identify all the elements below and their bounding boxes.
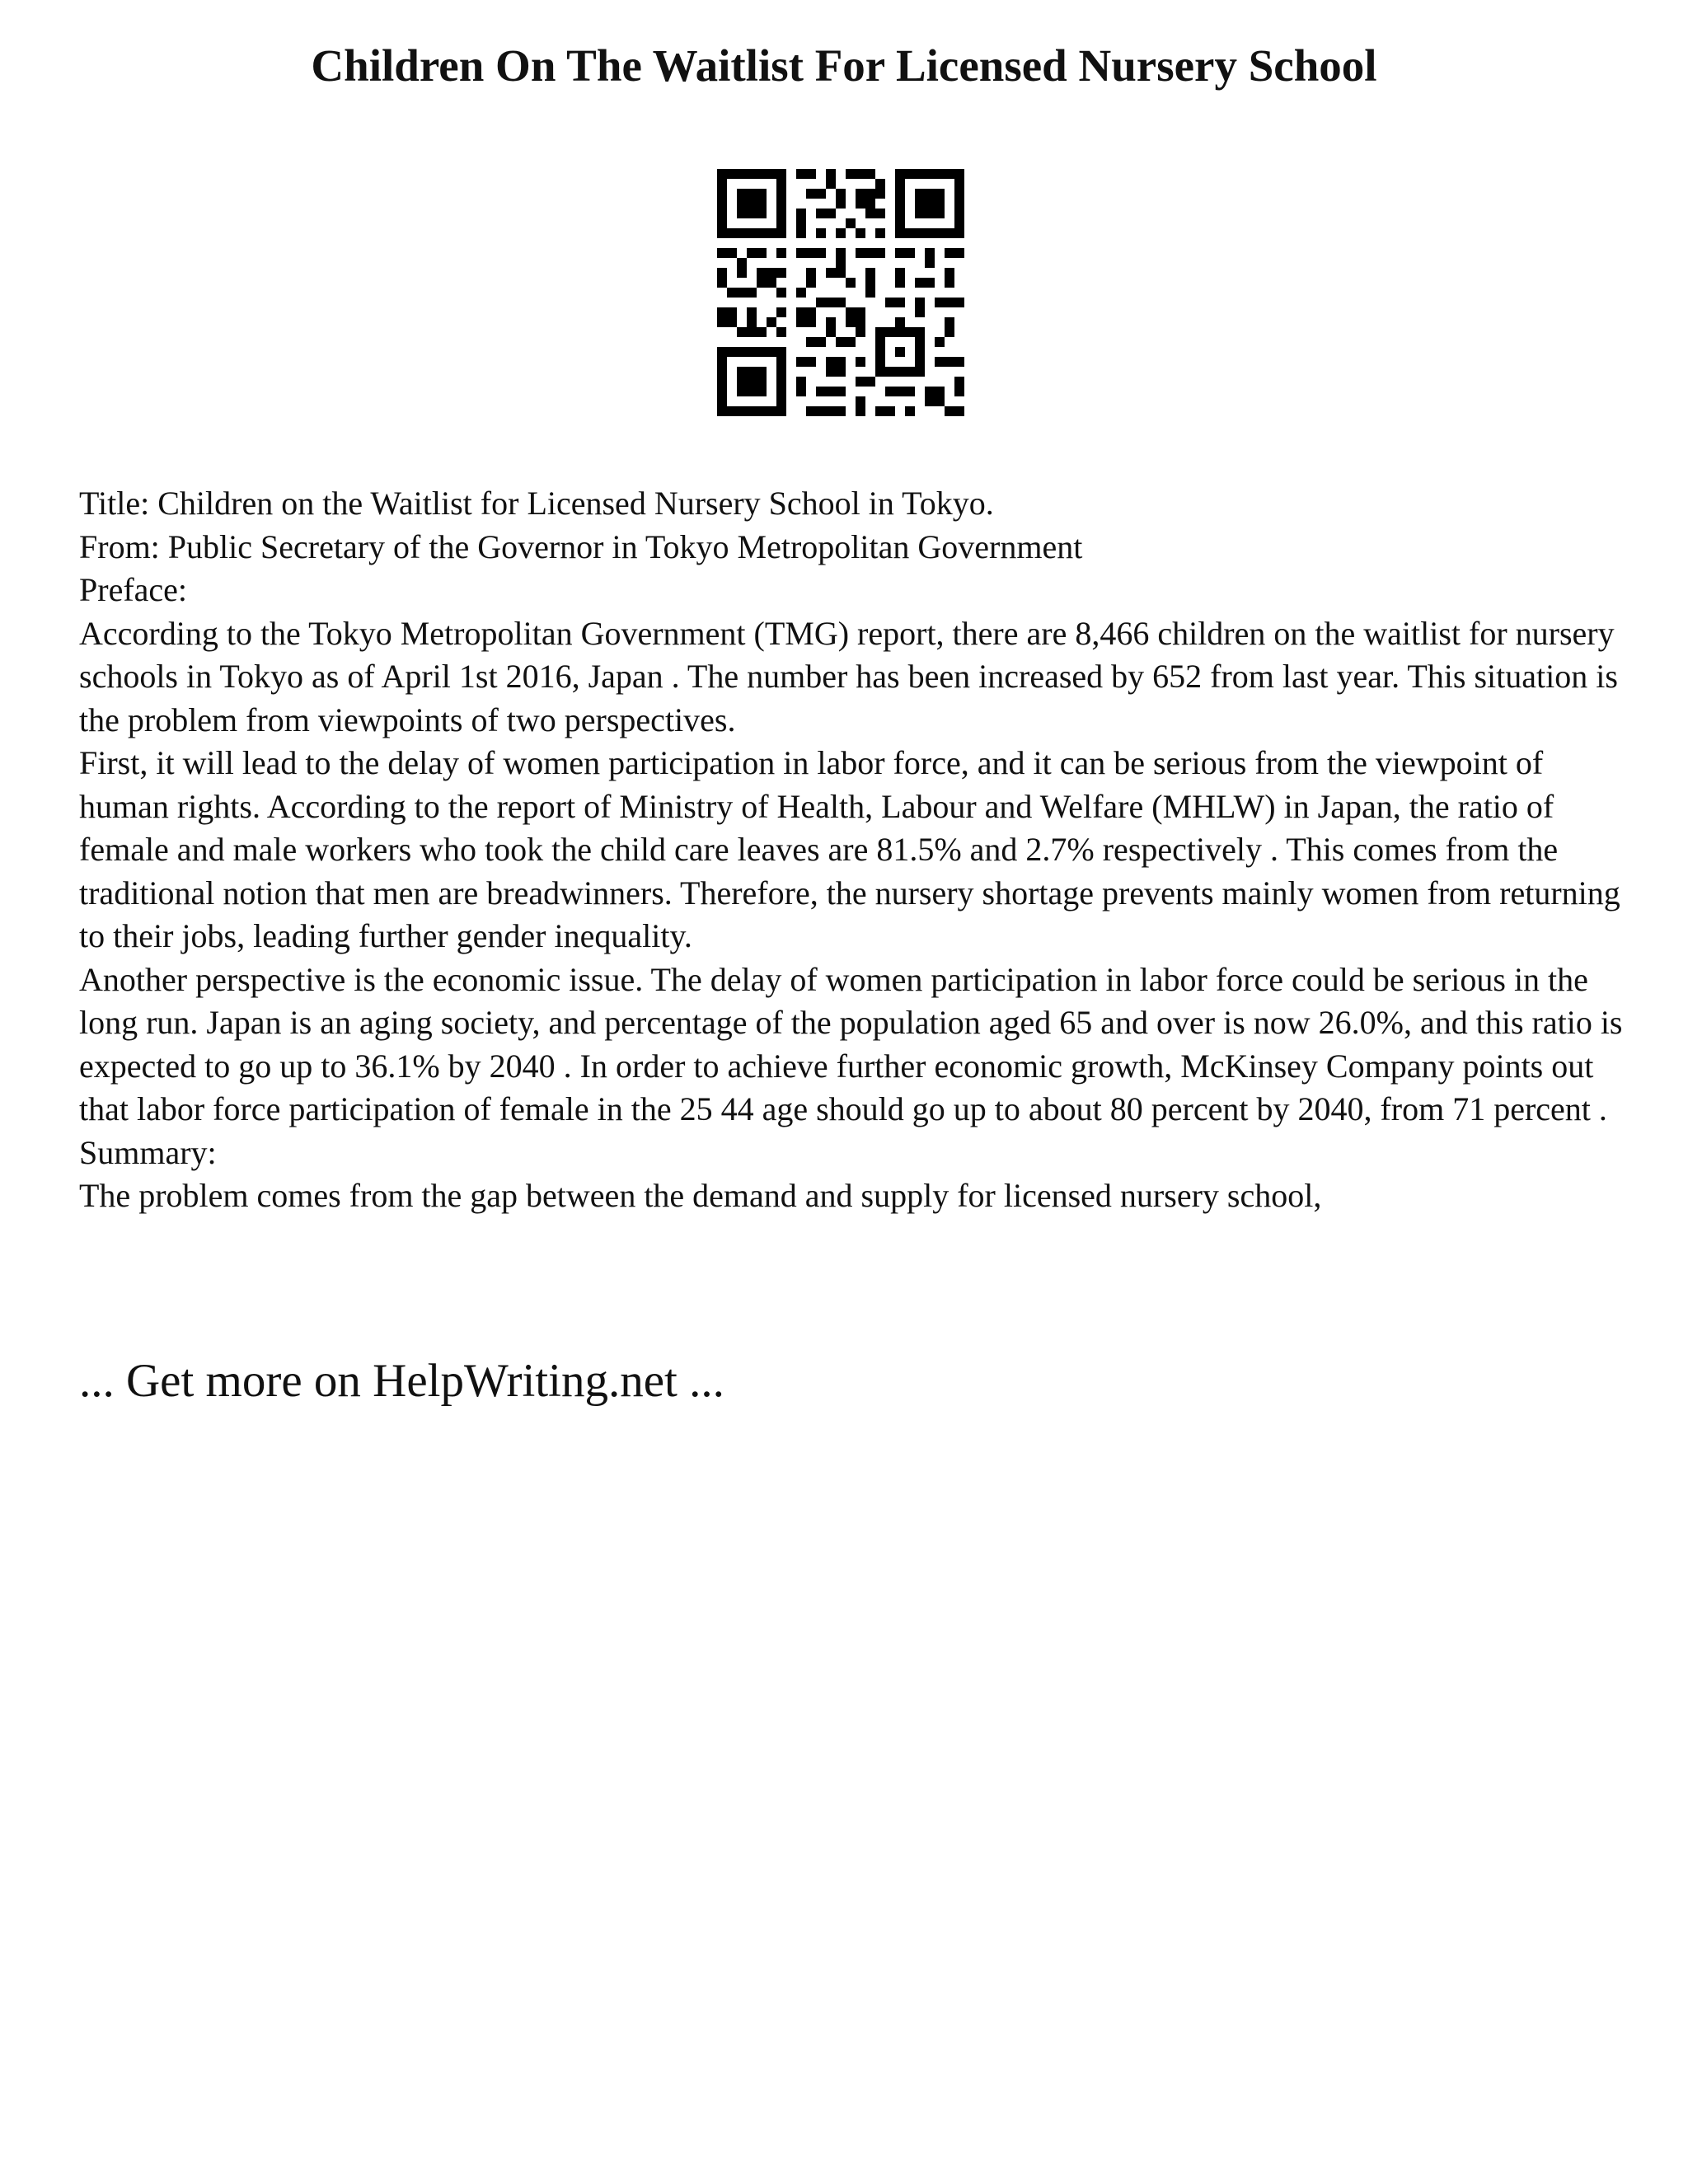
- qr-code-image: [717, 169, 964, 416]
- summary-heading: Summary:: [79, 1133, 217, 1171]
- preface-paragraph-1: According to the Tokyo Metropolitan Government (TMG) report, there are 8,466 children on the waitlist for nursery schools in Tokyo as of April 1st 2016, Japan . The number has been increased by 652 from last year. This situation is the problem from viewpoints of two perspectives.: [79, 614, 1618, 738]
- preface-paragraph-2: First, it will lead to the delay of women participation in labor force, and it can be serious from the viewpoint of human rights. According to the report of Ministry of Health, Labour and Welfare (MHLW) in Japan, the ratio of female and male workers who took the child care leaves are 81.5% and 2.7% respectively . This comes from the traditional notion that men are breadwinners. Therefore, the nursery shortage prevents mainly women from returning to their jobs, leading further gender inequality.: [79, 744, 1620, 954]
- preface-heading: Preface:: [79, 571, 188, 608]
- preface-paragraph-3: Another perspective is the economic issue. The delay of women participation in labor force could be serious in the long run. Japan is an aging society, and percentage of the population aged 65 and over is now 26.0%, and this ratio is expected to go up to 36.1% by 2040 . In order to achieve further economic growth, McKinsey Company points out that labor force participation of female in the 25 44 age should go up to about 80 percent by 2040, from 71 percent .: [79, 960, 1623, 1127]
- page-title: Children On The Waitlist For Licensed Nursery School: [311, 40, 1377, 91]
- get-more-link[interactable]: ... Get more on HelpWriting.net ...: [79, 1355, 724, 1407]
- doc-from-line: From: Public Secretary of the Governor in Tokyo Metropolitan Government: [79, 527, 1083, 565]
- summary-paragraph: The problem comes from the gap between the demand and supply for licensed nursery school,: [79, 1177, 1322, 1214]
- body-text: [79, 482, 1629, 1218]
- doc-title-line: Title: Children on the Waitlist for Licensed Nursery School in Tokyo.: [79, 485, 994, 522]
